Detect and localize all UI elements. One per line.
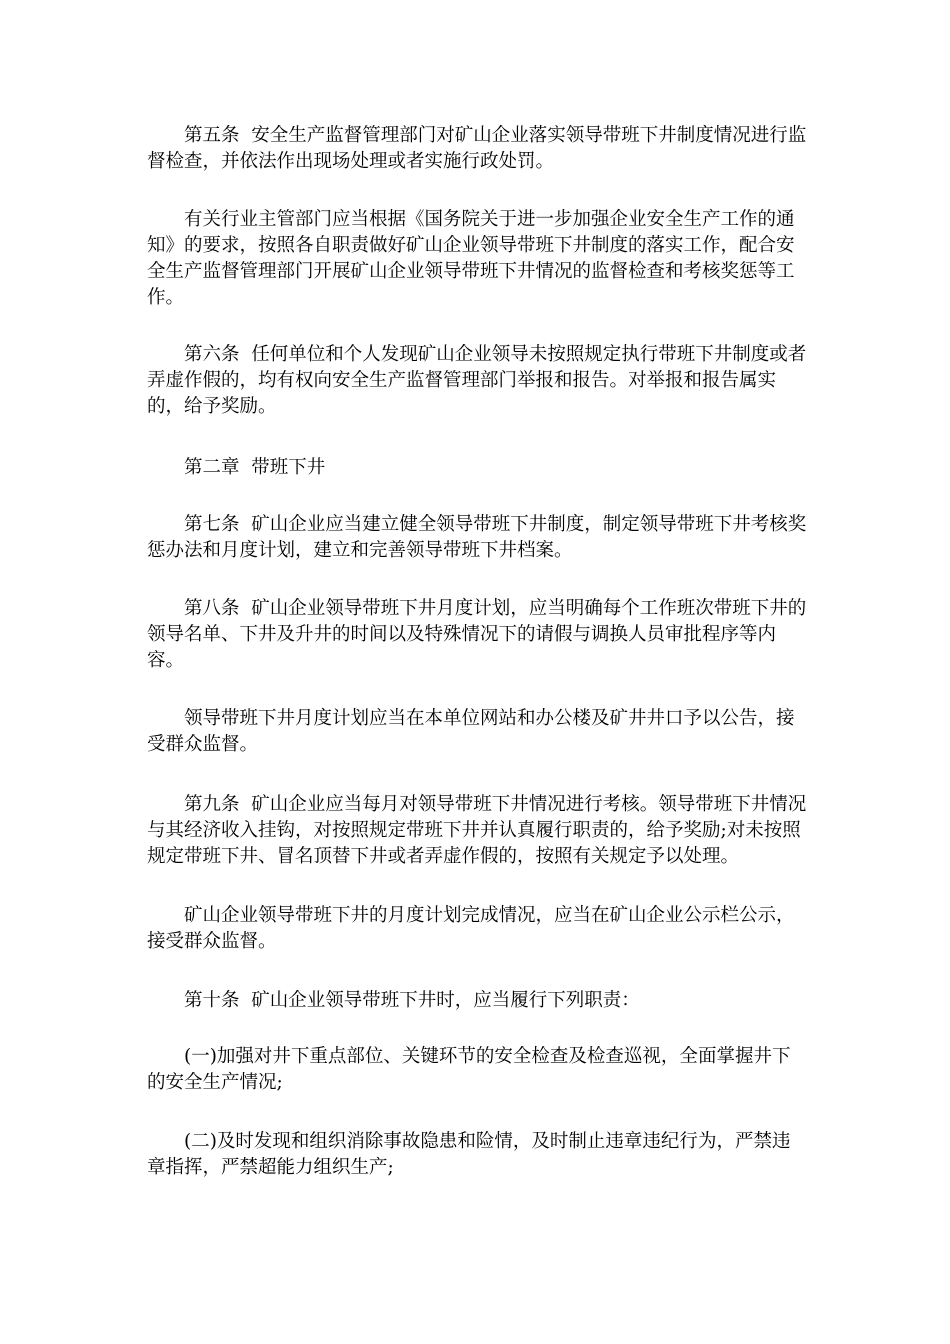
paragraph-article-5: 第五条 安全生产监督管理部门对矿山企业落实领导带班下井制度情况进行监督检查，并依法作出现场处理或者实施行政处罚。 — [147, 125, 807, 172]
paragraph-duty-1: (一)加强对井下重点部位、关键环节的安全检查及检查巡视，全面掌握井下的安全生产情况; — [147, 1046, 791, 1093]
paragraph-article-7: 第七条 矿山企业应当建立健全领导带班下井制度，制定领导带班下井考核奖惩办法和月度计划，建立和完善领导带班下井档案。 — [147, 514, 807, 561]
paragraph-industry-departments: 有关行业主管部门应当根据《国务院关于进一步加强企业安全生产工作的通知》的要求，按照各自职责做好矿山企业领导带班下井制度的落实工作，配合安全生产监督管理部门开展矿山企业领导带班下井情况的监督检查和考核奖惩等工作。 — [147, 209, 795, 308]
paragraph-article-10: 第十条 矿山企业领导带班下井时，应当履行下列职责： — [184, 990, 640, 1011]
paragraph-article-9: 第九条 矿山企业应当每月对领导带班下井情况进行考核。领导带班下井情况与其经济收入挂钩，对按照规定带班下井并认真履行职责的，给予奖励;对未按照规定带班下井、冒名顶替下井或者弄虚作假的，按照有关规定予以处理。 — [147, 794, 807, 867]
paragraph-plan-completion-notice: 矿山企业领导带班下井的月度计划完成情况，应当在矿山企业公示栏公示，接受群众监督。 — [147, 905, 795, 952]
chapter-heading: 第二章 带班下井 — [184, 457, 326, 478]
paragraph-article-6: 第六条 任何单位和个人发现矿山企业领导未按照规定执行带班下井制度或者弄虚作假的，均有权向安全生产监督管理部门举报和报告。对举报和报告属实的，给予奖励。 — [147, 344, 807, 417]
paragraph-duty-2: (二)及时发现和组织消除事故隐患和险情，及时制止违章违纪行为，严禁违章指挥，严禁超能力组织生产; — [147, 1131, 791, 1178]
paragraph-article-8: 第八条 矿山企业领导带班下井月度计划，应当明确每个工作班次带班下井的领导名单、下井及升井的时间以及特殊情况下的请假与调换人员审批程序等内容。 — [147, 598, 807, 671]
paragraph-monthly-plan-notice: 领导带班下井月度计划应当在本单位网站和办公楼及矿井井口予以公告，接受群众监督。 — [147, 708, 795, 755]
